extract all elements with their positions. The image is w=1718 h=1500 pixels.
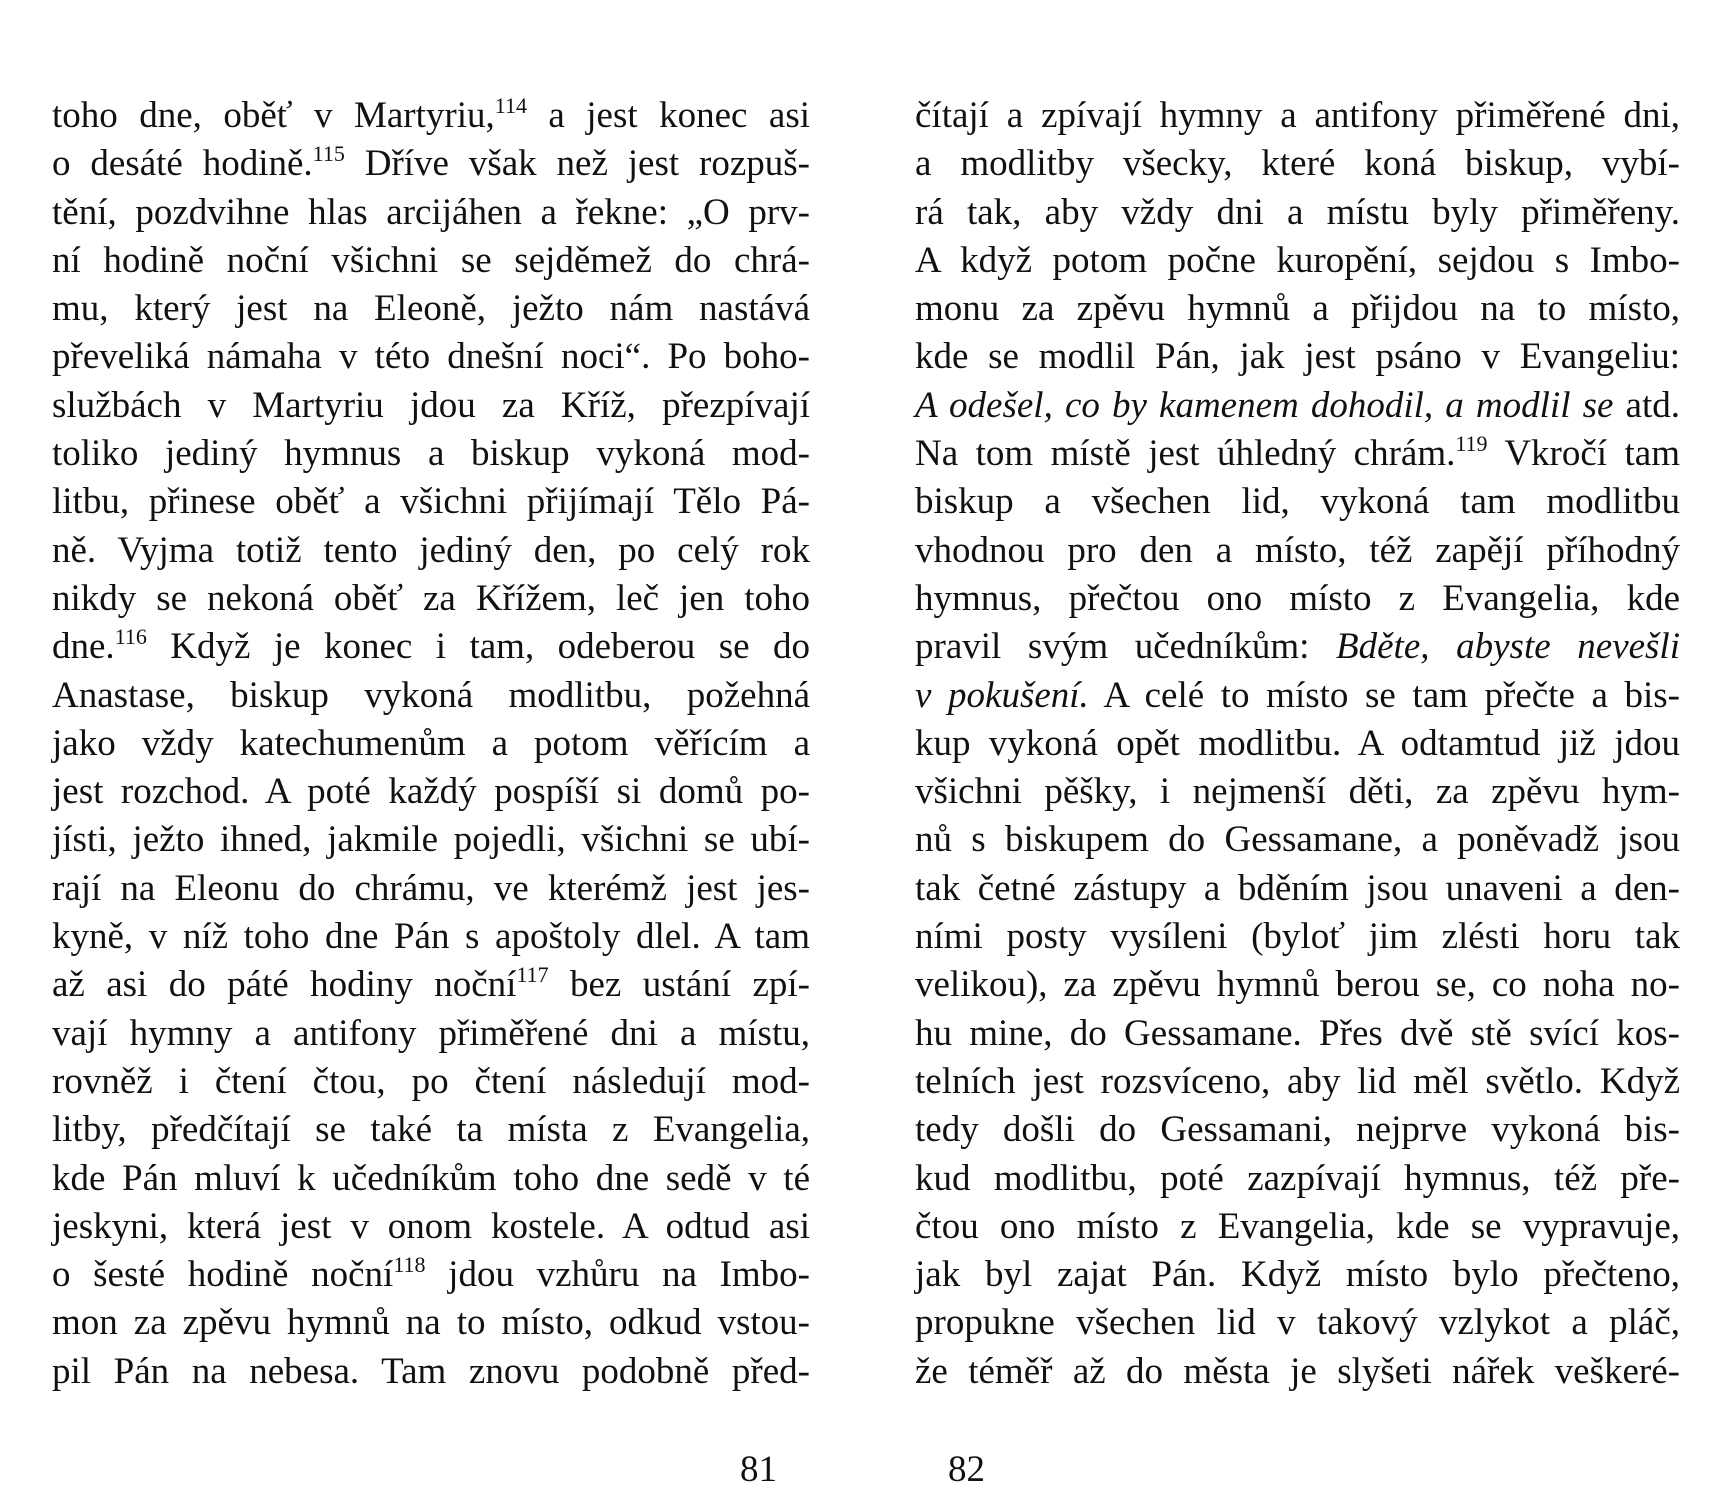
text-segment: kde Pán mluví k učedníkům toho dne sedě v té [52,1157,810,1199]
text-segment: jako vždy katechumenům a potom věřícím a [52,722,810,764]
text-segment: hymnus, přečtou ono místo z Evangelia, kde [915,577,1680,619]
right-page-number: 82 [948,1449,985,1490]
italic-quote: v pokušení. [915,674,1089,716]
text-segment: propukne všechen lid v takový vzlykot a pláč, [915,1302,1680,1344]
text-segment: kud modlitbu, poté zazpívají hymnus, též pře- [915,1157,1680,1199]
text-line [915,237,1680,285]
text-segment: toho dne, oběť v Martyriu, [52,95,495,136]
text-segment: toliko jediný hymnus a biskup vykoná mod- [52,433,810,475]
text-segment: biskup a všechen lid, vykoná tam modlitbu [915,481,1680,523]
text-segment: kde se modlil Pán, jak jest psáno v Evangeliu: [915,336,1680,378]
text-line [52,1299,810,1347]
text-line [52,382,810,430]
text-line [52,720,810,768]
text-segment: až asi do páté hodiny noční [52,964,517,1006]
text-segment: jísti, ježto ihned, jakmile pojedli, všichni se ubí- [52,819,810,861]
text-segment: telních jest rozsvíceno, aby lid měl světlo. Když [915,1060,1680,1102]
text-segment: A celé to místo se tam přečte a bis- [1088,674,1680,716]
text-segment: kyně, v níž toho dne Pán s apoštoly dlel. A tam [52,916,810,958]
footnote-ref: 115 [312,141,345,167]
text-segment: vhodnou pro den a místo, též zapějí příhodný [915,529,1680,571]
text-segment: nů s biskupem do Gessamane, a poněvadž jsou [915,819,1680,861]
text-line [52,913,810,961]
text-line [915,961,1680,1009]
footnote-ref: 119 [1455,431,1488,457]
text-segment: převeliká námaha v této dnešní noci“. Po boho- [52,336,810,378]
text-line [915,140,1680,188]
text-segment: tedy došli do Gessamani, nejprve vykoná bis- [915,1109,1680,1151]
text-line [915,1106,1680,1154]
text-line [52,1106,810,1154]
text-segment: Anastase, biskup vykoná modlitbu, požehná [52,674,810,716]
text-line [52,92,810,140]
text-line [52,1348,810,1396]
text-line [915,768,1680,816]
text-segment: o desáté hodině. [52,143,313,185]
text-line [52,333,810,381]
text-segment: Dříve však než jest rozpuš- [344,143,810,185]
text-line [52,285,810,333]
text-line [52,961,810,1009]
text-segment: hu mine, do Gessamane. Přes dvě stě svící kos- [915,1012,1680,1054]
text-line [915,333,1680,381]
text-segment: čítají a zpívají hymny a antifony přiměřené dni, [915,95,1680,136]
text-line [915,382,1680,430]
text-segment: mu, který jest na Eleoně, ježto nám nastává [52,288,810,330]
text-line [52,1010,810,1058]
text-line [915,816,1680,864]
text-segment: ně. Vyjma totiž tento jediný den, po celý rok [52,529,810,571]
text-segment: a modlitby všecky, které koná biskup, vybí- [915,143,1680,185]
text-segment: velikou), za zpěvu hymnů berou se, co noha no- [915,964,1680,1006]
text-line [52,189,810,237]
text-segment: pravil svým učedníkům: [915,626,1337,668]
text-line [52,1155,810,1203]
text-segment: atd. [1613,384,1680,426]
text-segment: litbu, přinese oběť a všichni přijímají Tělo Pá- [52,481,810,523]
text-segment: službách v Martyriu jdou za Kříž, přezpívají [52,384,810,426]
text-line [52,623,810,671]
left-page-text [52,92,810,1396]
text-line [915,92,1680,140]
text-segment: litby, předčítají se také ta místa z Evangelia, [52,1109,810,1151]
text-segment: dne. [52,626,115,668]
text-segment: vají hymny a antifony přiměřené dni a místu, [52,1012,810,1054]
text-line [52,140,810,188]
text-line [915,1299,1680,1347]
text-line [915,1010,1680,1058]
text-line [915,623,1680,671]
italic-quote: A odešel, co by kamenem dohodil, a modlil se [915,384,1614,426]
text-segment: Na tom místě jest úhledný chrám. [915,433,1456,475]
text-line [52,865,810,913]
text-segment: o šesté hodině noční [52,1254,394,1296]
text-line [915,865,1680,913]
text-line [52,527,810,575]
text-line [915,720,1680,768]
text-segment: rají na Eleonu do chrámu, ve kterémž jest jes- [52,867,810,909]
text-segment: ní hodině noční všichni se sejděmež do chrá- [52,239,810,281]
text-line [915,1348,1680,1396]
text-line [915,527,1680,575]
text-segment: pil Pán na nebesa. Tam znovu podobně před- [52,1350,810,1392]
text-segment: tak četné zástupy a bděním jsou unaveni a den- [915,867,1680,909]
text-segment: jdou vzhůru na Imbo- [425,1254,811,1296]
text-segment: jak byl zajat Pán. Když místo bylo přečteno, [915,1254,1680,1296]
text-line [915,672,1680,720]
text-line [52,816,810,864]
text-line [915,285,1680,333]
text-segment: ními posty vysíleni (byloť jim zlésti horu tak [915,916,1680,958]
text-segment: kup vykoná opět modlitbu. A odtamtud již jdou [915,722,1680,764]
text-line [52,478,810,526]
text-segment: A když potom počne kuropění, sejdou s Imbo- [915,239,1680,281]
text-line [52,768,810,816]
text-line [915,913,1680,961]
right-page-text [915,92,1680,1396]
text-line [52,237,810,285]
text-line [915,575,1680,623]
footnote-ref: 114 [494,93,527,118]
text-segment: bez ustání zpí- [548,964,810,1006]
left-page-number: 81 [740,1449,777,1490]
italic-quote: Bděte, abyste nevešli [1336,626,1680,668]
text-segment: Když je konec i tam, odeberou se do [146,626,810,668]
text-line [52,1058,810,1106]
text-line [915,478,1680,526]
text-line [915,1058,1680,1106]
text-line [52,430,810,478]
text-line [915,1155,1680,1203]
text-line [915,1203,1680,1251]
text-segment: všichni pěšky, i nejmenší děti, za zpěvu hym- [915,771,1680,813]
text-line [52,1203,810,1251]
text-line [52,1251,810,1299]
text-segment: mon za zpěvu hymnů na to místo, odkud vstou- [52,1302,810,1344]
text-line [915,189,1680,237]
text-segment: jeskyni, která jest v onom kostele. A odtud asi [52,1205,810,1247]
text-line [915,430,1680,478]
text-line [52,575,810,623]
text-segment: čtou ono místo z Evangelia, kde se vypravuje, [915,1205,1680,1247]
text-segment: rá tak, aby vždy dni a místu byly přiměřeny. [915,191,1680,233]
footnote-ref: 117 [516,962,549,988]
text-segment: že téměř až do města je slyšeti nářek veškeré- [915,1350,1680,1392]
footnote-ref: 118 [393,1252,426,1278]
text-segment: tění, pozdvihne hlas arcijáhen a řekne: „O prv- [52,191,810,233]
text-line [52,672,810,720]
text-segment: Vkročí tam [1487,433,1680,475]
text-line [915,1251,1680,1299]
text-segment: monu za zpěvu hymnů a přijdou na to místo, [915,288,1680,330]
text-segment: rovněž i čtení čtou, po čtení následují mod- [52,1060,810,1102]
footnote-ref: 116 [114,624,147,650]
text-segment: nikdy se nekoná oběť za Křížem, leč jen toho [52,577,810,619]
text-segment: jest rozchod. A poté každý pospíší si domů po- [52,771,810,813]
text-segment: a jest konec asi [526,95,810,136]
